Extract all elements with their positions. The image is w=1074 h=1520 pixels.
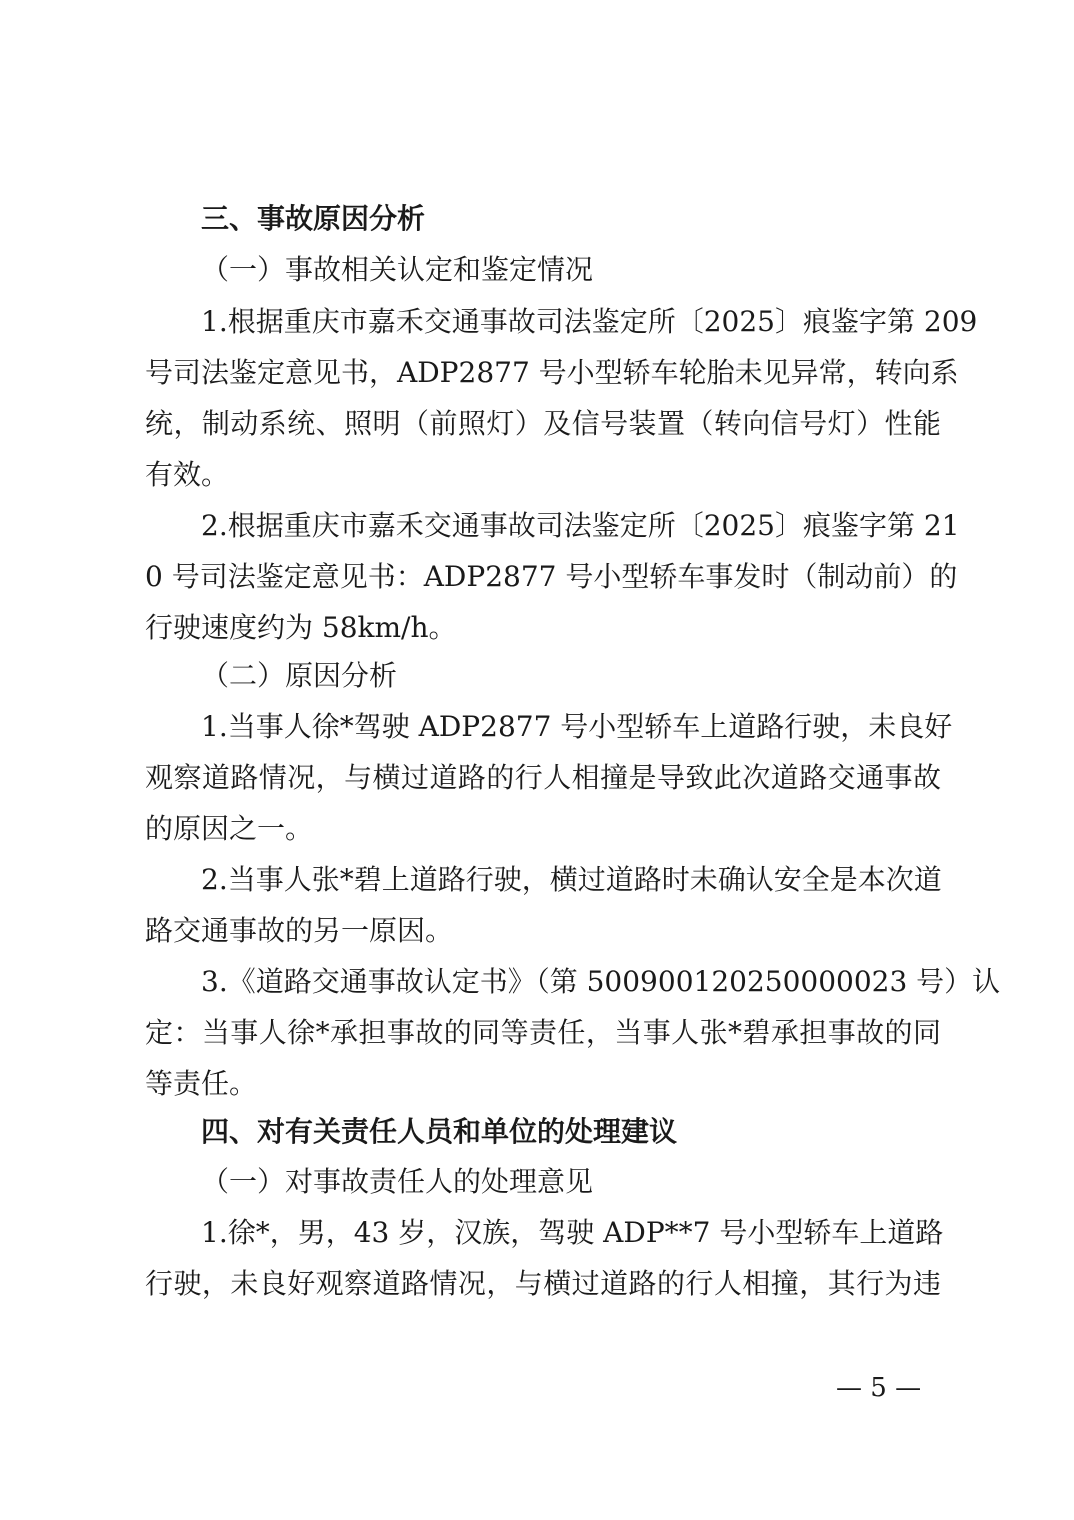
subsection-3-2-heading: （二）原因分析 [201, 659, 398, 692]
paragraph-line: 等责任。 [145, 1067, 258, 1100]
paragraph-line: 观察道路情况，与横过道路的行人相撞是导致此次道路交通事故 [145, 761, 941, 794]
paragraph-line: 0 号司法鉴定意见书：ADP2877 号小型轿车事发时（制动前）的 [145, 560, 958, 593]
paragraph-line: 3.《道路交通事故认定书》（第 500900120250000023 号）认 [201, 965, 1001, 998]
paragraph-line: 行驶，未良好观察道路情况，与横过道路的行人相撞，其行为违 [145, 1267, 941, 1300]
page-number: — 5 — [836, 1373, 922, 1403]
paragraph-line: 行驶速度约为 58km/h。 [145, 611, 457, 644]
paragraph-line: 路交通事故的另一原因。 [145, 914, 454, 947]
paragraph-line: 定：当事人徐*承担事故的同等责任，当事人张*碧承担事故的同 [145, 1016, 941, 1049]
section-4-heading: 四、对有关责任人员和单位的处理建议 [201, 1115, 678, 1148]
paragraph-line: 2.根据重庆市嘉禾交通事故司法鉴定所〔2025〕痕鉴字第 21 [201, 509, 960, 542]
paragraph-line: 1.当事人徐*驾驶 ADP2877 号小型轿车上道路行驶，未良好 [201, 710, 953, 743]
subsection-3-1-heading: （一）事故相关认定和鉴定情况 [201, 253, 594, 286]
paragraph-line: 号司法鉴定意见书，ADP2877 号小型轿车轮胎未见异常，转向系 [145, 356, 959, 389]
paragraph-line: 有效。 [145, 458, 230, 491]
paragraph-line: 1.根据重庆市嘉禾交通事故司法鉴定所〔2025〕痕鉴字第 209 [201, 305, 978, 338]
paragraph-line: 1.徐*，男，43 岁，汉族，驾驶 ADP**7 号小型轿车上道路 [201, 1216, 944, 1249]
paragraph-line: 2.当事人张*碧上道路行驶，横过道路时未确认安全是本次道 [201, 863, 942, 896]
section-3-heading: 三、事故原因分析 [201, 202, 426, 235]
paragraph-line: 的原因之一。 [145, 812, 314, 845]
subsection-4-1-heading: （一）对事故责任人的处理意见 [201, 1165, 594, 1198]
paragraph-line: 统，制动系统、照明（前照灯）及信号装置（转向信号灯）性能 [145, 407, 941, 440]
